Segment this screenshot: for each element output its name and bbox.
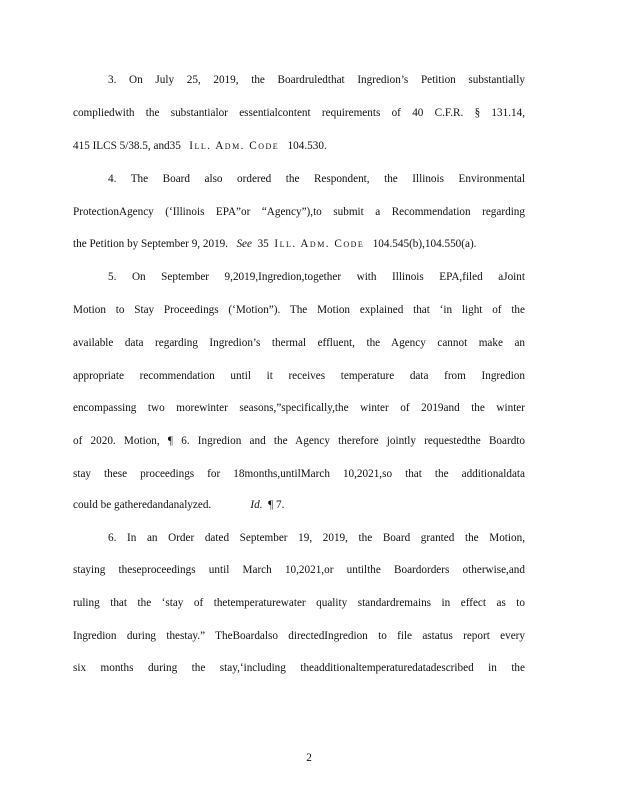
see-signal: See	[236, 238, 252, 250]
paragraph-6-line-1: 6. In an Order dated September 19, 2019, the Board granted the Motion,	[108, 532, 525, 544]
paragraph-5-line-8	[73, 499, 525, 511]
gathered-text: could be gatheredandanalyzed.	[73, 499, 212, 511]
paragraph-5-line-5: encompassing two morewinter seasons,”specifically,the winter of 2019and the winter	[73, 402, 525, 414]
paragraph-5-line-1: 5. On September 9,2019,Ingredion,together with Illinois EPA,filed aJoint	[108, 271, 525, 283]
paragraph-5-line-4: appropriate recommendation until it receives temperature data from Ingredion	[73, 370, 525, 382]
paragraph-6-line-2: staying theseproceedings until March 10,2021,or untilthe Boardorders otherwise,and	[73, 564, 525, 576]
regulation-citation-sections: 104.545(b),104.550(a).	[372, 238, 477, 250]
page-number: 2	[306, 752, 312, 764]
paragraph-4-line-3	[73, 238, 525, 250]
paragraph-3-line-1: 3. On July 25, 2019, the Boardruledthat Ingredion’s Petition substantially	[108, 74, 525, 86]
paragraph-6-line-5: six months during the stay,‘including theadditionaltemperaturedatadescribed in the	[73, 662, 525, 674]
paragraph-4-line-2: ProtectionAgency (‘Illinois EPA”or “Agency”),to submit a Recommendation regarding	[73, 206, 525, 218]
id-paragraph-ref: ¶ 7.	[268, 499, 285, 511]
paragraph-5-line-6: of 2020. Motion, ¶ 6. Ingredion and the Agency therefore jointly requestedthe Boardto	[73, 435, 525, 447]
regulation-title-number: 35	[257, 238, 269, 250]
paragraph-6-line-3: ruling that the ‘stay of thetemperaturewater quality standardremains in effect as to	[73, 597, 525, 609]
paragraph-6-line-4: Ingredion during thestay.” TheBoardalso directedIngredion to file astatus report every	[73, 630, 525, 642]
paragraph-3-line-2: compliedwith the substantialor essentialcontent requirements of 40 C.F.R. § 131.14,	[73, 107, 525, 119]
deadline-text: the Petition by September 9, 2019.	[73, 238, 229, 250]
regulation-citation-section: 104.530.	[287, 140, 327, 152]
paragraph-5-line-7: stay these proceedings for 18months,untilMarch 10,2021,so that the additionaldata	[73, 468, 525, 480]
statute-citation: 415 ILCS 5/38.5, and35	[73, 140, 181, 152]
regulation-citation-title: Ill. Adm. Code	[189, 140, 280, 152]
paragraph-4-line-1: 4. The Board also ordered the Respondent, the Illinois Environmental	[108, 173, 525, 185]
paragraph-5-line-3: available data regarding Ingredion’s thermal effluent, the Agency cannot make an	[73, 337, 525, 349]
regulation-citation-title-2: Ill. Adm. Code	[274, 238, 365, 250]
id-signal: Id.	[250, 499, 263, 511]
paragraph-3-line-3	[73, 140, 525, 152]
paragraph-5-line-2: Motion to Stay Proceedings (‘Motion”). The Motion explained that ‘in light of the	[73, 304, 525, 316]
